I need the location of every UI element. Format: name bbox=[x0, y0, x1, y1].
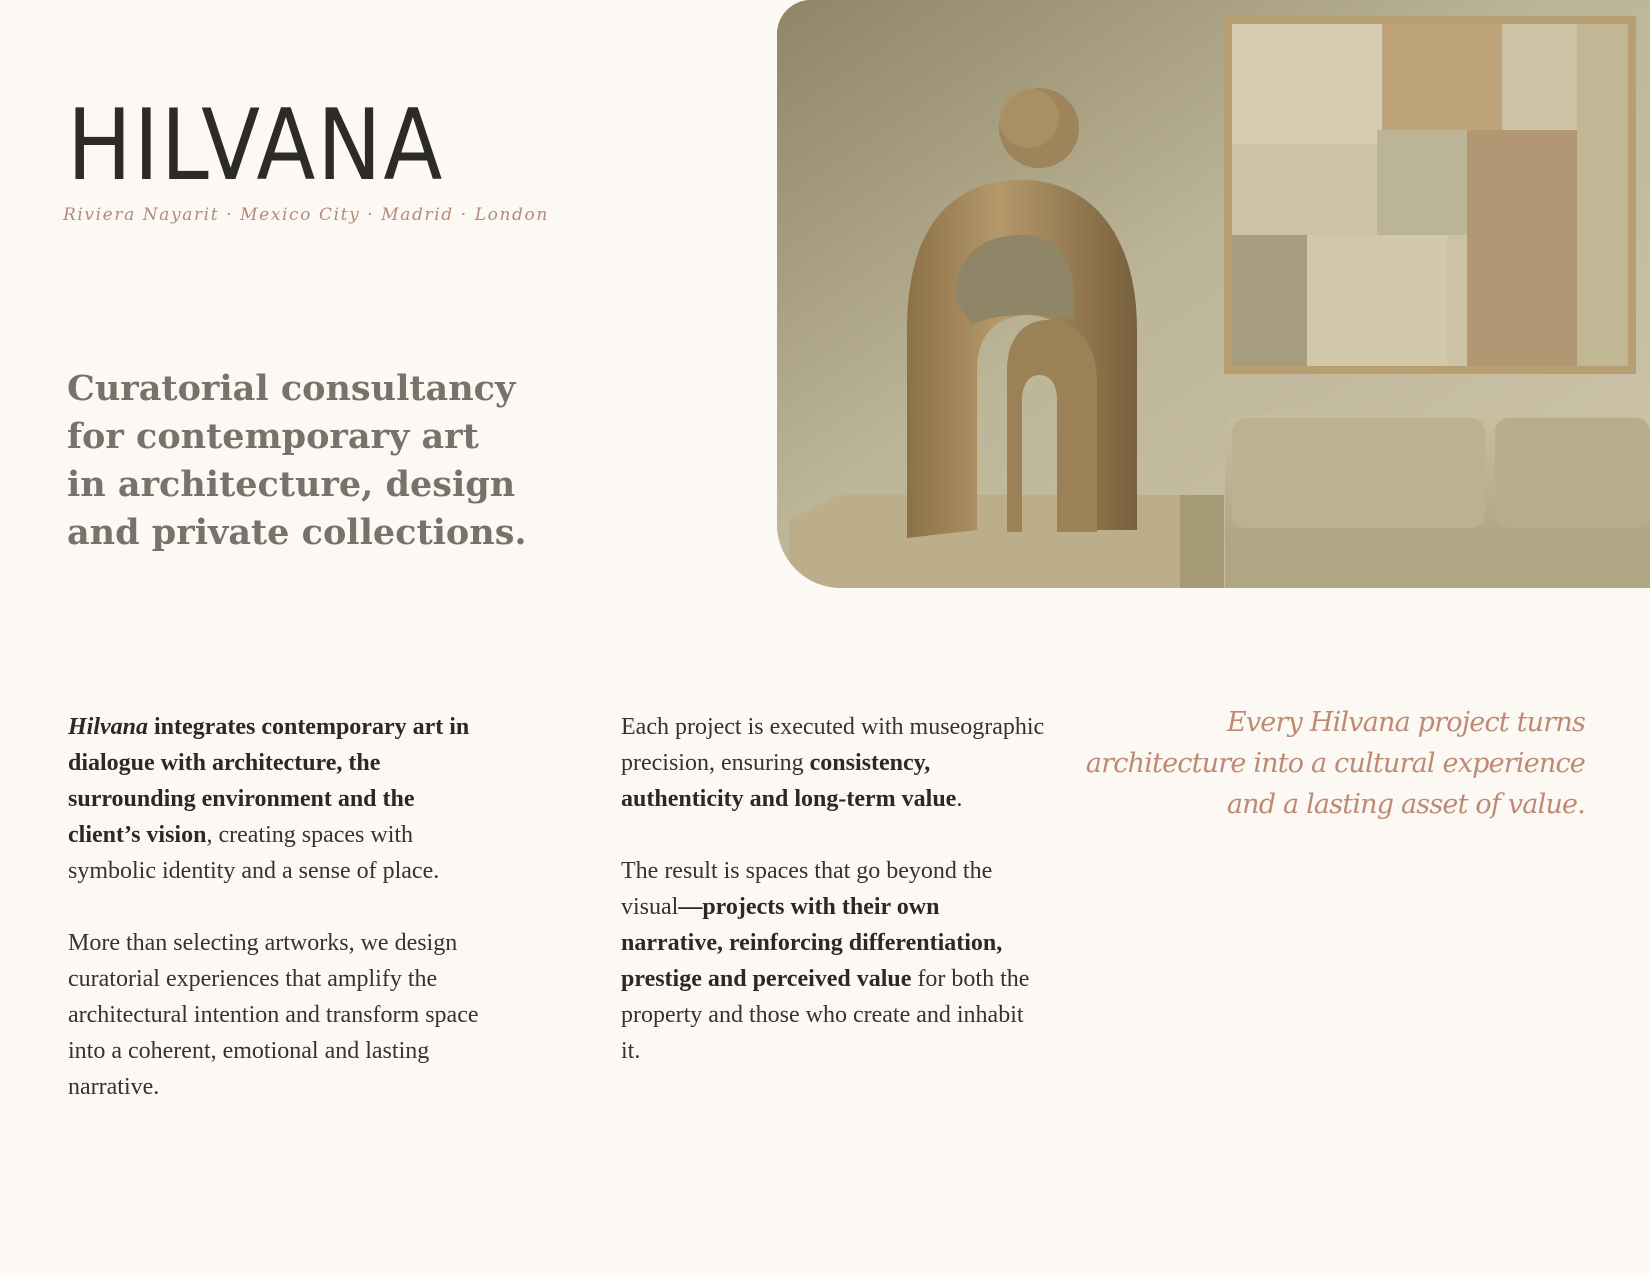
body-text: . bbox=[956, 786, 963, 812]
bold-text: integrates contemporary art in dialogue with architecture, the surrounding environment and the client’s vision bbox=[68, 714, 470, 848]
tagline bbox=[67, 365, 587, 557]
tagline-line: Curatorial consultancy bbox=[67, 368, 516, 409]
hero-image bbox=[777, 0, 1650, 588]
intro-paragraph-2: More than selecting artworks, we design curatorial experiences that amplify the architectural intention and transform space into a coherent, emotional and lasting narrative. bbox=[68, 930, 479, 1100]
intro-column bbox=[68, 709, 483, 1141]
tagline-line: and private collections. bbox=[67, 512, 527, 553]
method-paragraph-1 bbox=[621, 709, 1046, 817]
body-text: , creating spaces with symbolic identity and a sense of place. bbox=[68, 822, 440, 884]
body-text: Each project is executed with museographic precision, ensuring bbox=[621, 714, 1045, 776]
tagline-line: for contemporary art bbox=[67, 416, 479, 457]
bold-text: consistency, authenticity and long-term value bbox=[621, 750, 957, 812]
tagline-line: in architecture, design bbox=[67, 464, 516, 505]
method-column bbox=[621, 709, 1046, 1105]
intro-paragraph-1 bbox=[68, 709, 483, 889]
pull-quote: Every Hilvana project turns architecture into a cultural experience and a lasting asset of value. bbox=[1085, 707, 1585, 820]
sculpture-living-room-photo-icon bbox=[777, 0, 1650, 588]
locations-line: Riviera Nayarit · Mexico City · Madrid · London bbox=[63, 205, 549, 225]
method-paragraph-2 bbox=[621, 853, 1046, 1069]
bold-text: —projects with their own narrative, reinforcing differentiation, prestige and perceived value bbox=[621, 894, 1003, 992]
body-text: for both the property and those who create and inhabit it. bbox=[621, 966, 1030, 1064]
body-text: The result is spaces that go beyond the visual bbox=[621, 858, 993, 920]
brand-logo: HILVANA bbox=[67, 89, 445, 203]
brand-name-italic: Hilvana bbox=[68, 714, 149, 740]
